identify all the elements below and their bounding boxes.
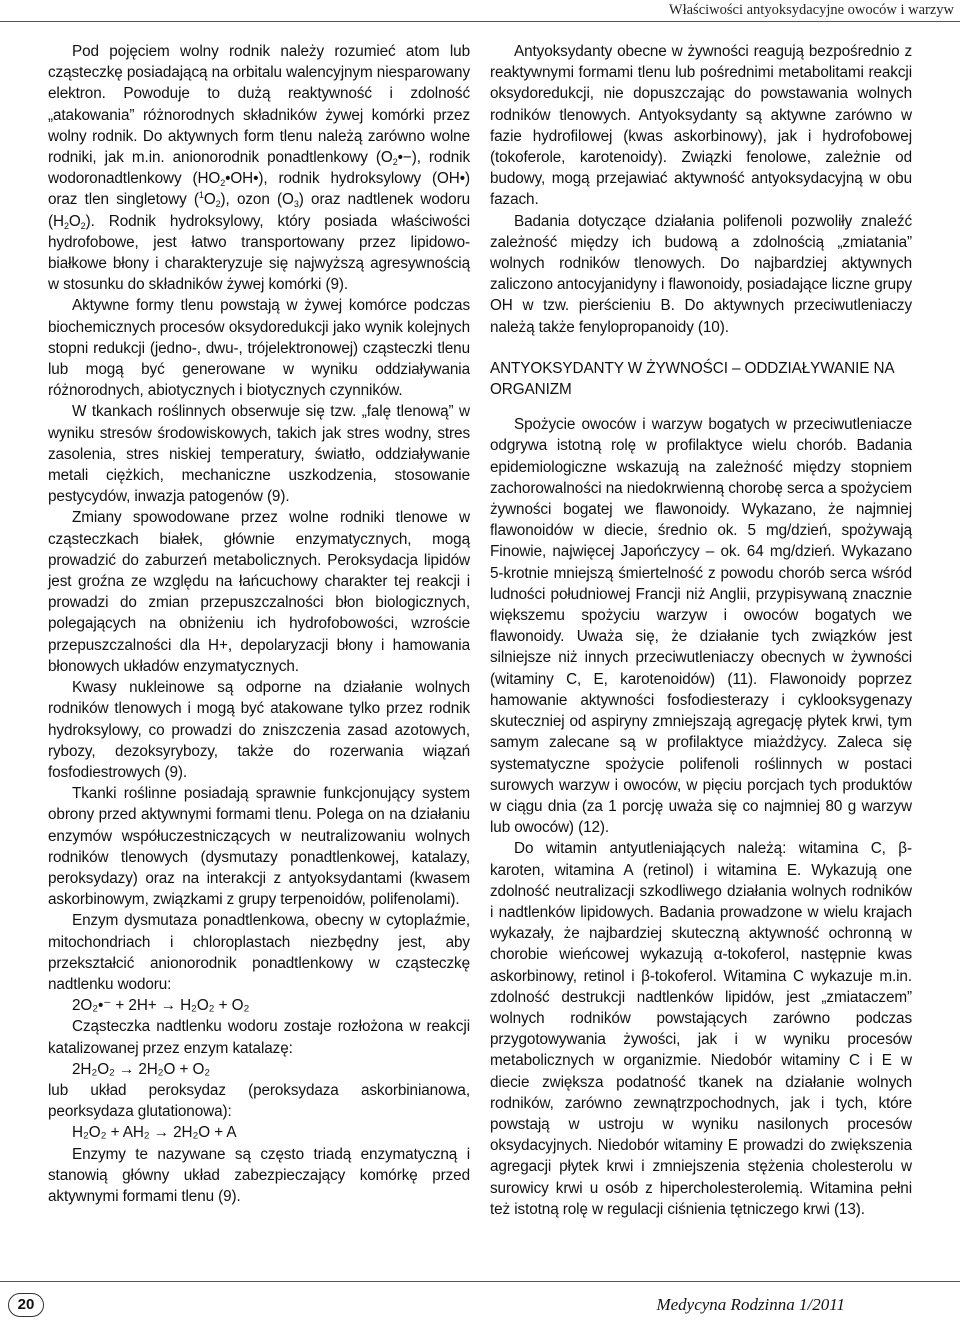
paragraph: Aktywne formy tlenu powstają w żywej komórce podczas biochemicznych procesów oksydoredukcji jako wynik kolejnych stopni redukcji (jedno-, dwu-, trójelektronowej) cząsteczki tlenu lub mogą być generowane w wyniku oddziaływania różnorodnych, abiotycznych i biotycznych czynników. — [48, 297, 470, 400]
page-number: 20 — [8, 1293, 44, 1317]
running-title: Właściwości antyoksydacyjne owoców i warzyw — [668, 2, 954, 18]
paragraph: Zmiany spowodowane przez wolne rodniki tlenowe w cząsteczkach białek, głównie enzymatycznych, mogą prowadzić do zaburzeń metabolicznych. Peroksydacja lipidów jest groźna ze względu na łańcuchowy charakter tej reakcji i prowadzi do zmian przepuszczalności błon biologicznych, polegających na obniżeniu ich hydrofobowości, wzroście przepuszczalności dla H+, depolaryzacji błony i hamowania błonowych układów enzymatycznych. — [48, 509, 470, 675]
paragraph: Kwasy nukleinowe są odporne na działanie wolnych rodników tlenowych i mogą być atakowane tylko przez rodnik hydroksylowy, co prowadzi do zniszczenia zasad azotowych, rybozy, dezoksyrybozy, także do rozerwania wiązań fosfodiestrowych (9). — [48, 679, 470, 781]
paragraph: Tkanki roślinne posiadają sprawnie funkcjonujący system obrony przed aktywnymi formami tlenu. Polega on na działaniu enzymów współuczestniczących w neutralizowaniu wolnych rodników tlenowych (dysmutazy ponadtlenkowej, katalazy, peroksydazy) oraz na interakcji z antyoksydantami (kwasem askorbinowym, związkami z grupy terpenoidów, polifenolami). — [48, 785, 470, 909]
paragraph: Cząsteczka nadtlenku wodoru zostaje rozłożona w reakcji katalizowanej przez enzym katalazę: — [48, 1018, 470, 1057]
journal-name: Medycyna Rodzinna 1/2011 — [656, 1295, 845, 1314]
paragraph: Spożycie owoców i warzyw bogatych w przeciwutleniacze odgrywa istotną rolę w profilaktyce wielu chorób. Badania epidemiologiczne wskazują na zależność między stopniem zachorowalności na niedokrwienną chorobę serca a spożyciem żywności bogatej we flawonoidy. Wykazano, że najmniej flawonoidów w diecie, średnio ok. 5 mg/dzień, spożywają Finowie, najwięcej Japończycy – ok. 64 mg/dzień. Wykazano 5-krotnie mniejszą śmiertelność z powodu chorób serca wśród ludności południowej Francji niż Anglii, przypisywaną znacznie większemu spożyciu warzyw i owoców bogatych we flawonoidy. Uważa się, że działanie tych związków jest silniejsze niż innych przeciwutleniaczy obecnych w żywności (witaminy C, E, karotenoidów) (11). Flawonoidy poprzez hamowanie aktywności fosfodiesterazy i cyklooksygenazy skuteczniej od aspiryny zmniejszają agregację płytek krwi, tym samym zalecane są w profilaktyce miażdżycy. Zaleca się systematyczne spożycie polifenoli roślinnych w postaci surowych warzyw i owoców, w pięciu porcjach tych produktów w ciągu dnia (za 1 porcję uważa się co najmniej 80 g warzyw lub owoców) (12). — [490, 416, 912, 837]
left-column — [48, 41, 470, 1207]
paragraph: Enzym dysmutaza ponadtlenkowa, obecny w cytoplaźmie, mitochondriach i chloroplastach niezbędny jest, aby przekształcić anionorodnik ponadtlenkowy w cząsteczkę nadtlenku wodoru: — [48, 912, 470, 993]
paragraph: Pod pojęciem wolny rodnik należy rozumieć atom lub cząsteczkę posiadającą na orbitalu walencyjnym niesparowany elektron. Powoduje to dużą reaktywność i zdolność „atakowania” różnorodnych składników żywej komórki przez wolny rodnik. Do aktywnych form tlenu należą zarówno wolne rodniki, jak m.in. anionorodnik ponadtlenkowy $(O_2•-)$, rodnik wodoronadtlenkowy $(HO_2•OH•)$, rodnik hydroksylowy (OH•) oraz tlen singletowy $(^1O_2)$, ozon $(O_3)$ oraz nadtlenek wodoru $(H_2O_2)$. Rodnik hydroksylowy, który posiada właściwości hydrofobowe, jest łatwo transportowany przez lipidowo-białkowe błony i charakteryzuje się najwyższą agresywnością w stosunku do składników żywej komórki (9). — [48, 43, 471, 294]
header-divider — [0, 21, 960, 22]
paragraph: Antyoksydanty obecne w żywności reagują bezpośrednio z reaktywnymi formami tlenu lub pośrednimi metabolitami reakcji oksydoredukcji, nie dopuszczając do powstawania wolnych rodników tlenowych. Antyoksydanty są aktywne zarówno w fazie hydrofilowej (kwas askorbinowy), jak i hydrofobowej (tokoferole, karotenoidy). Związki fenolowe, zależnie od budowy, mogą przejawiać aktywność antyoksydacyjną w obu fazach. — [490, 43, 912, 209]
paragraph: Do witamin antyutleniających należą: witamina C, β-karoten, witamina A (retinol) i witamina E. Wykazują one zdolność neutralizacji szkodliwego działania wolnych rodników i nadtlenków lipidowych. Badania prowadzone w wielu krajach wykazały, że najbardziej skuteczną aktywność ochronną w chorobie wieńcowej wykazują α-tokoferol, następnie kwas askorbinowy, retinol i β-tokoferol. Witamina C wykazuje m.in. zdolność destrukcji nadtlenków lipidów, jest „zmiataczem” wolnych rodników powstających zarówno podczas przygotowywania żywości, jak i w wyniku procesów metabolicznych w organizmie. Niedobór witaminy C i E w diecie zwiększa podatność tkanek na działanie wolnych rodników, zarówno zewnątrzpochodnych, jak i tych, które powstają w ustroju w wyniku nasilonych procesów oksydacyjnych. Niedobór witaminy E prowadzi do zwiększenia agregacji płytek krwi i zmniejszenia stężenia cholesterolu w surowicy krwi u osób z hipercholesterolemią. Witamina pełni też istotną rolę w regulacji ciśnienia tętniczego krwi (13). — [490, 840, 912, 1218]
footer-divider — [0, 1281, 960, 1282]
equation-catalase: 2H₂O₂ → 2H₂O + O₂ — [72, 1060, 211, 1078]
paragraph: W tkankach roślinnych obserwuje się tzw. „falę tlenową” w wyniku stresów środowiskowych, takich jak stres wodny, stres zasolenia, stres niskiej temperatury, światło, oddziaływanie metali ciężkich, mechaniczne uszkodzenia, stosowanie pestycydów, inwazja patogenów (9). — [48, 403, 470, 506]
paragraph: Badania dotyczące działania polifenoli pozwoliły znaleźć zależność między ich budową a zdolnością „zmiatania” wolnych rodników tlenowych. Do najbardziej aktywnych zaliczono antocyjanidyny i flawonoidy, posiadające liczne grupy OH w tzw. pierścieniu B. Do aktywnych przeciwutleniaczy należą także fenylopropanoidy (10). — [490, 212, 912, 336]
paragraph: Enzymy te nazywane są często triadą enzymatyczną i stanowią główny układ zabezpieczający komórkę przed aktywnymi formami tlenu (9). — [48, 1145, 470, 1205]
equation-dismutation: 2O₂•⁻ + 2H+ → H₂O₂ + O₂ — [72, 997, 250, 1015]
right-column — [490, 41, 912, 1220]
equation-peroxidase: H₂O₂ + AH₂ → 2H₂O + A — [72, 1124, 237, 1142]
section-heading: ANTYOKSYDANTY W ŻYWNOŚCI – ODDZIAŁYWANIE NA ORGANIZM — [490, 359, 894, 399]
paragraph: lub układ peroksydaz (peroksydaza askorbinianowa, peorksydaza glutationowa): — [48, 1081, 470, 1121]
